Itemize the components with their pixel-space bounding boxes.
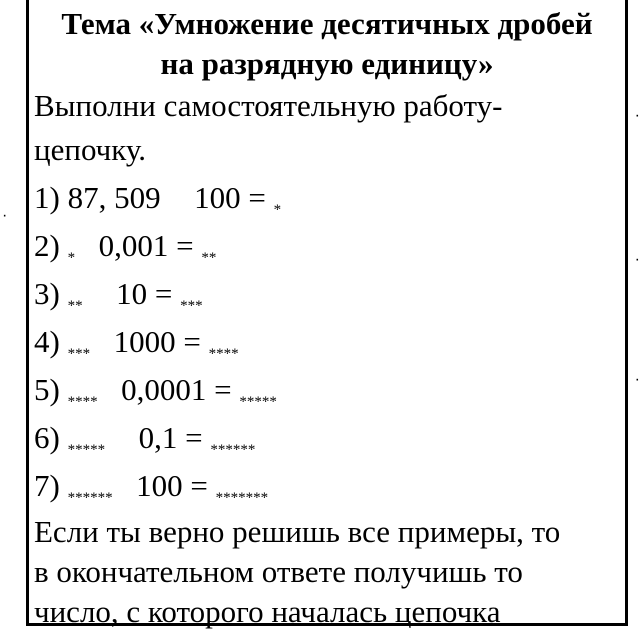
chain-step-4 <box>34 318 621 366</box>
step-number: 2) <box>34 228 60 263</box>
step-result-placeholder: ****** <box>210 442 256 458</box>
step-equals: = <box>214 372 232 407</box>
chain-step-3 <box>34 270 621 318</box>
step-factor: 10 <box>116 276 148 311</box>
step-equals: = <box>190 468 208 503</box>
step-number: 7) <box>34 468 60 503</box>
chain-step-6 <box>34 414 621 462</box>
step-operand: 87, 509 <box>67 180 161 215</box>
chain-step-2 <box>34 222 621 270</box>
step-result-placeholder: **** <box>208 346 239 362</box>
step-factor: 0,1 <box>138 420 178 455</box>
closing-line-1: Если ты верно решишь все примеры, то <box>34 514 561 549</box>
title-line-2: на разрядную единицу» <box>160 46 494 81</box>
step-equals: = <box>183 324 201 359</box>
closing-line-2: в окончательном ответе получишь то <box>34 554 523 589</box>
step-equals: = <box>154 276 173 311</box>
step-operand-placeholder: * <box>67 250 76 266</box>
step-factor: 1000 <box>113 324 176 359</box>
step-factor: 100 <box>136 468 183 503</box>
chain-step-7 <box>34 462 621 510</box>
right-edge-mark: · <box>634 251 640 268</box>
instructions-line-1: Выполни самостоятельную работу- <box>34 88 503 123</box>
worksheet-card <box>26 0 628 629</box>
step-factor: 0,001 <box>98 228 169 263</box>
step-number: 1) <box>34 180 60 215</box>
step-result-placeholder: *** <box>180 298 203 314</box>
step-result-placeholder: ***** <box>239 394 277 410</box>
worksheet-body <box>29 84 625 632</box>
step-factor: 100 <box>194 180 241 215</box>
closing-line-3: число, с которого началась цепочка <box>34 594 501 629</box>
step-result-placeholder: * <box>273 202 282 218</box>
step-number: 4) <box>34 324 60 359</box>
step-result-placeholder: ******* <box>215 490 269 506</box>
step-number: 3) <box>34 276 60 311</box>
step-number: 5) <box>34 372 60 407</box>
step-number: 6) <box>34 420 60 455</box>
step-operand-placeholder: ***** <box>67 442 106 458</box>
right-edge-mark: · <box>634 107 640 124</box>
chain-steps <box>34 174 621 510</box>
instructions <box>34 84 621 172</box>
chain-step-1 <box>34 174 621 222</box>
instructions-line-2: цепочку. <box>34 132 146 167</box>
worksheet-title <box>29 4 625 84</box>
step-operand-placeholder: ****** <box>67 490 113 506</box>
right-edge-mark: · <box>634 371 640 388</box>
step-factor: 0,0001 <box>121 372 207 407</box>
step-operand-placeholder: *** <box>67 346 91 362</box>
step-operand-placeholder: **** <box>67 394 98 410</box>
step-operand-placeholder: ** <box>67 298 83 314</box>
step-equals: = <box>185 420 203 455</box>
closing-note <box>34 512 621 632</box>
step-result-placeholder: ** <box>201 250 217 266</box>
step-equals: = <box>176 228 194 263</box>
step-equals: = <box>248 180 266 215</box>
left-edge-mark: · <box>2 207 8 224</box>
chain-step-5 <box>34 366 621 414</box>
title-line-1: Тема «Умножение десятичных дробей <box>61 6 593 41</box>
